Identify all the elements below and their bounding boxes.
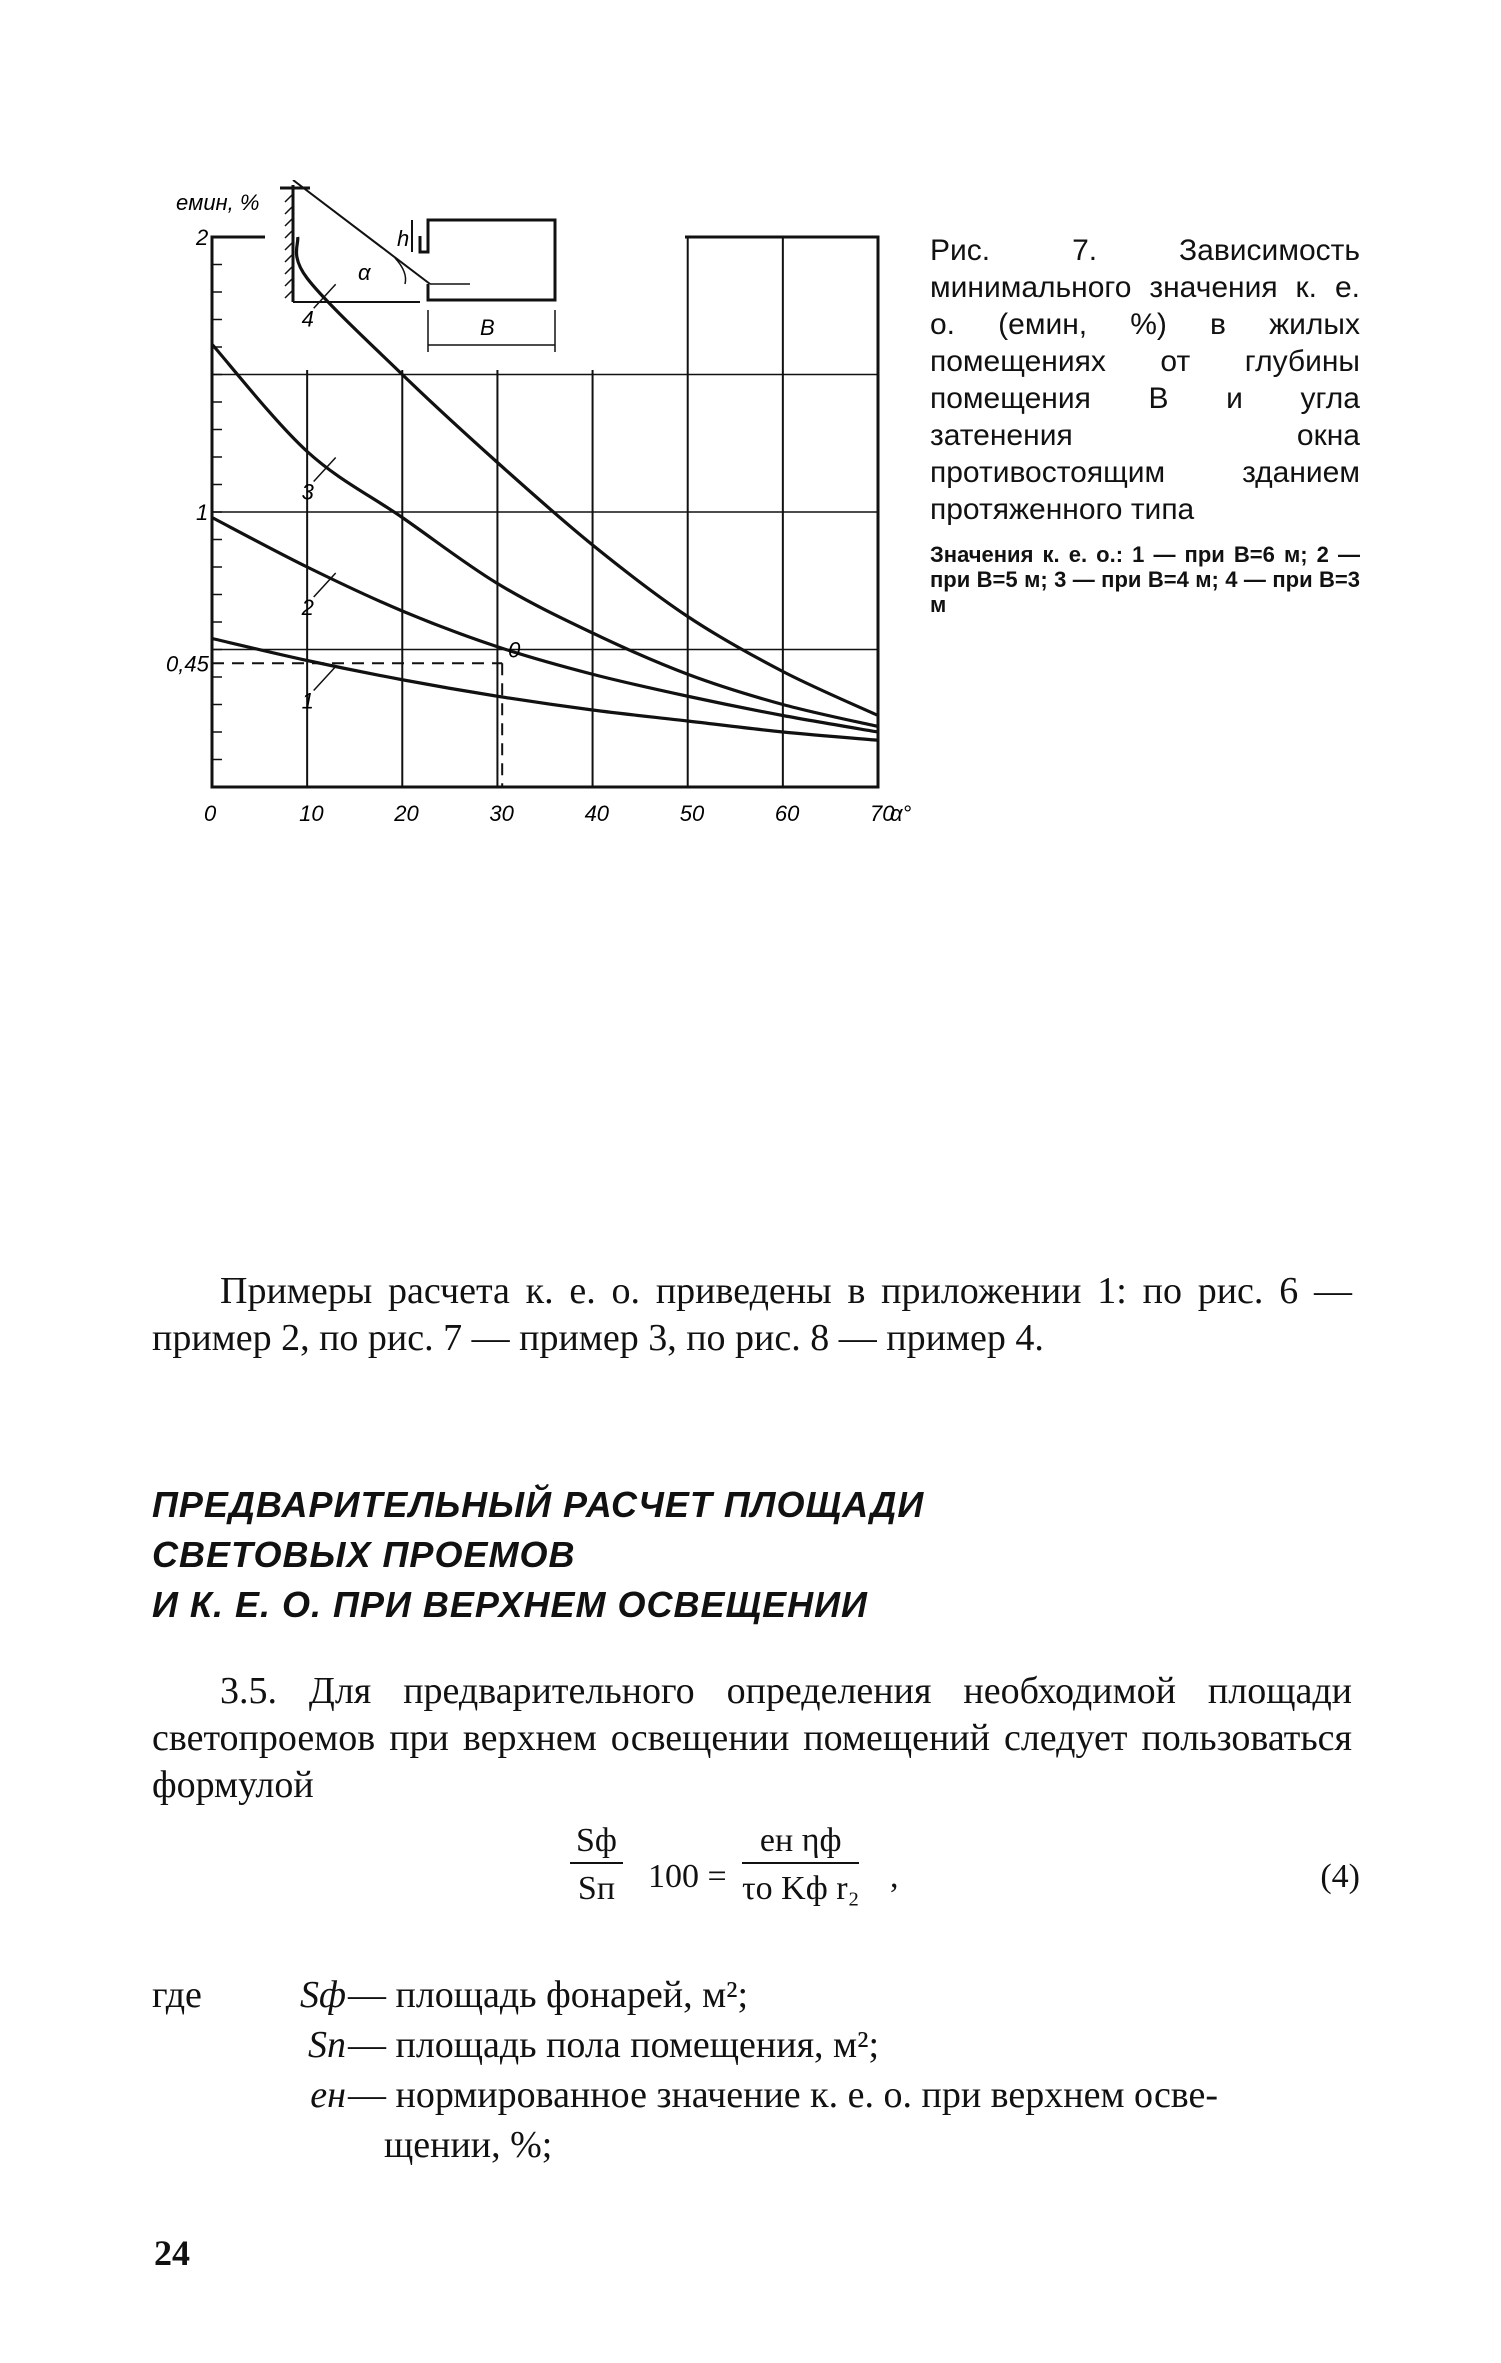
definition-symbol: eн <box>310 2074 346 2116</box>
figure-caption-title: Рис. 7. Зависимость минимального значения к. е. о. (eмин, %) в жилых помещениях от глубины помещения B и угла затенения окна противостоящим зданием протяженного типа <box>930 234 1360 526</box>
x-tick-label: 50 <box>679 801 705 826</box>
examples-paragraph: Примеры расчета к. е. о. приведены в приложении 1: по рис. 6 — пример 2, по рис. 7 — пример 3, по рис. 8 — пример 4. <box>152 1270 1352 1359</box>
series-label-3: 3 <box>301 479 314 505</box>
series-label-4: 4 <box>301 306 314 332</box>
series-label-1: 1 <box>301 688 314 714</box>
x-tick-label: 30 <box>489 801 514 826</box>
definition-continuation: щении, %; <box>384 2124 553 2166</box>
series-label-2: 2 <box>301 595 314 620</box>
inset-alpha-label: α <box>358 260 371 285</box>
inset-diagram <box>265 180 685 370</box>
x-tick-label: 60 <box>774 801 800 826</box>
formula-rhs-denominator: τо Kф r₂ <box>742 1870 860 1907</box>
section-heading <box>152 1480 924 1630</box>
figure-7-chart <box>150 180 950 860</box>
x-tick-label: 40 <box>584 801 610 826</box>
section-heading-line: СВЕТОВЫХ ПРОЕМОВ <box>152 1534 576 1575</box>
formula-number: (4) <box>1320 1858 1360 1895</box>
definition-text: — площадь пола помещения, м²; <box>348 2024 880 2066</box>
formula-rhs-numerator: eн ηф <box>742 1822 859 1864</box>
series-label-leader <box>314 667 336 691</box>
definition-lead: где <box>152 1974 202 2016</box>
inset-h-label: h <box>397 226 410 251</box>
inset-b-label: B <box>480 315 495 340</box>
formula-lhs-denominator: Sп <box>577 1870 616 1907</box>
x-tick-label: 70 <box>870 801 895 826</box>
page-number: 24 <box>154 2233 190 2273</box>
x-tick-label: 20 <box>394 801 419 826</box>
section-heading-line: ПРЕДВАРИТЕЛЬНЫЙ РАСЧЕТ ПЛОЩАДИ <box>152 1484 925 1525</box>
y-tick-label: 1 <box>196 500 209 525</box>
x-tick-label: 0 <box>204 801 217 826</box>
section-heading-line: И К. Е. О. ПРИ ВЕРХНЕМ ОСВЕЩЕНИИ <box>152 1584 868 1625</box>
definition-text: — площадь фонарей, м²; <box>348 1974 749 2016</box>
formula-lhs-fraction <box>570 1822 623 1908</box>
definition-text: — нормированное значение к. е. о. при верхнем осве- <box>348 2074 1219 2116</box>
figure-caption <box>930 232 1360 617</box>
x-tick-label: 10 <box>299 801 324 826</box>
y-tick-label: 2 <box>196 225 209 250</box>
figure-caption-note: Значения к. е. о.: 1 — при B=6 м; 2 — при B=5 м; 3 — при B=4 м; 4 — при B=3 м <box>930 542 1360 617</box>
y-axis-label: eмин, % <box>176 190 260 215</box>
formula-4 <box>570 1822 1360 1942</box>
formula-rhs-fraction <box>742 1822 859 1908</box>
x-axis-label: α° <box>890 801 912 826</box>
formula-lhs-numerator: Sф <box>570 1822 623 1864</box>
inset-background <box>265 190 685 370</box>
definition-symbol: Sф <box>300 1974 346 2016</box>
formula-middle: 100 = <box>648 1858 727 1895</box>
paragraph-3-5: 3.5. Для предварительного определения необходимой площади светопроемов при верхнем освещении помещений следует пользоваться формулой <box>152 1670 1352 1806</box>
y-tick-label: 0,45 <box>166 651 209 677</box>
formula-trailing-comma: , <box>890 1858 899 1895</box>
annotation-marker-label: 0 <box>508 637 521 663</box>
definition-symbol: Sп <box>308 2024 346 2066</box>
